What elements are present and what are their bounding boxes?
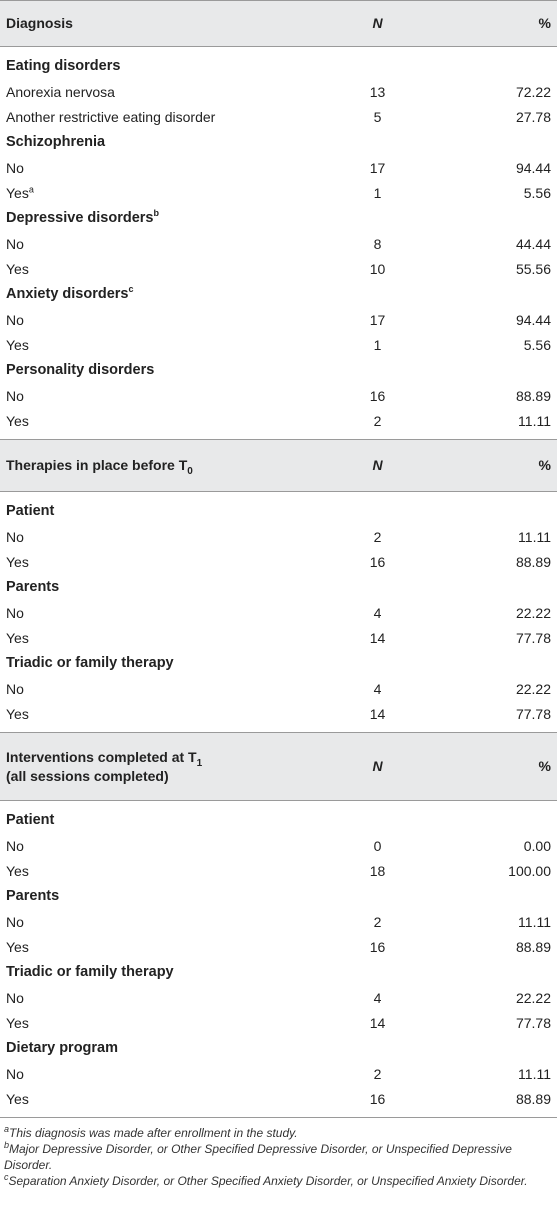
row-percent-value: 94.44: [515, 159, 551, 176]
group-title: [0, 498, 557, 524]
row-percent-value: 77.78: [515, 705, 551, 722]
row-percent-value: 94.44: [515, 311, 551, 328]
row-label-text: Yes: [6, 1090, 29, 1107]
row-n-value: 14: [369, 629, 386, 646]
row-n-value: 2: [373, 1065, 382, 1082]
row-n-value: 18: [369, 862, 386, 879]
row-n-value: 2: [373, 528, 382, 545]
row-label: [0, 934, 325, 959]
row-label: [0, 549, 325, 574]
table-row: [0, 985, 557, 1010]
group-title: [0, 1035, 557, 1061]
group-row: [0, 883, 557, 909]
group-row: [0, 129, 557, 155]
group-title-text: Schizophrenia: [6, 134, 106, 150]
section-header-text: Diagnosis: [6, 15, 73, 31]
footnotes: [0, 1125, 557, 1189]
group-title: [0, 281, 557, 307]
row-percent-value: 11.11: [518, 913, 551, 930]
table-row: [0, 180, 557, 205]
row-percent-value: 27.78: [515, 108, 551, 125]
group-title-text: Anxiety disorders: [6, 286, 129, 302]
table-row: [0, 833, 557, 858]
row-label: [0, 858, 325, 883]
row-percent-value: 22.22: [515, 680, 551, 697]
row-label-text: Anorexia nervosa: [6, 83, 115, 100]
group-row: [0, 205, 557, 231]
group-row: [0, 1035, 557, 1061]
row-percent-value: 44.44: [515, 235, 551, 252]
group-row: [0, 357, 557, 383]
row-label: [0, 985, 325, 1010]
row-label: [0, 332, 325, 357]
row-n-value: 2: [373, 913, 382, 930]
row-percent-value: 5.56: [523, 336, 551, 353]
row-percent-value: 22.22: [515, 604, 551, 621]
table-row: [0, 79, 557, 104]
row-n-value: 13: [369, 83, 386, 100]
section-header-line2: (all sessions completed): [6, 767, 169, 784]
row-percent-value: 77.78: [515, 1014, 551, 1031]
group-title: [0, 959, 557, 985]
group-row: [0, 574, 557, 600]
table-row: [0, 549, 557, 574]
row-n-value: 4: [373, 680, 382, 697]
section-header-text: Therapies in place before T: [6, 457, 188, 473]
section-header: [0, 440, 557, 492]
column-header-n: N: [325, 1, 430, 47]
group-row: [0, 498, 557, 524]
table-row: [0, 524, 557, 549]
group-row: [0, 650, 557, 676]
row-n-value: 1: [373, 336, 382, 353]
row-label-text: No: [6, 235, 24, 252]
row-label-text: No: [6, 528, 24, 545]
row-label-text: No: [6, 1065, 24, 1082]
table-row: [0, 701, 557, 726]
row-label: [0, 408, 325, 433]
spacer-row: [0, 1111, 557, 1118]
row-percent-value: 88.89: [515, 1090, 551, 1107]
table-row: [0, 256, 557, 281]
row-label: [0, 600, 325, 625]
column-header-n: N: [325, 733, 430, 801]
group-title-text: Personality disorders: [6, 362, 155, 378]
group-title-text: Depressive disorders: [6, 210, 154, 226]
group-title: [0, 205, 557, 231]
group-row: [0, 281, 557, 307]
row-label: [0, 383, 325, 408]
row-label: [0, 79, 325, 104]
table-row: [0, 408, 557, 433]
table-row: [0, 332, 557, 357]
row-label-text: Yes: [6, 336, 29, 353]
row-n-value: 2: [373, 412, 382, 429]
group-title: [0, 53, 557, 79]
group-title-text: Triadic or family therapy: [6, 964, 174, 980]
row-label-text: Yes: [6, 260, 29, 277]
row-n-value: 4: [373, 604, 382, 621]
group-title-text: Patient: [6, 812, 55, 828]
row-n-value: 16: [369, 1090, 386, 1107]
row-percent-value: 0.00: [523, 837, 551, 854]
row-label: [0, 833, 325, 858]
row-label-text: No: [6, 159, 24, 176]
group-title: [0, 574, 557, 600]
row-label-text: No: [6, 604, 24, 621]
row-percent-value: 11.11: [518, 1065, 551, 1082]
section-header: [0, 1, 557, 47]
row-percent-value: 22.22: [515, 989, 551, 1006]
row-percent-value: 88.89: [515, 387, 551, 404]
footnote-mark: a: [4, 1124, 10, 1134]
group-row: [0, 807, 557, 833]
table-row: [0, 383, 557, 408]
row-n-value: 16: [369, 553, 386, 570]
footnote-text: Separation Anxiety Disorder, or Other Specified Anxiety Disorder, or Unspecified Anxiety Disorder.: [8, 1174, 528, 1188]
row-label-text: No: [6, 837, 24, 854]
group-row: [0, 53, 557, 79]
table-body: [0, 1, 557, 1118]
footnote-text: This diagnosis was made after enrollment in the study.: [9, 1126, 298, 1140]
section-header-label: [0, 1, 325, 47]
footnote: [0, 1141, 557, 1173]
group-title: [0, 650, 557, 676]
row-percent-value: 5.56: [523, 184, 551, 201]
group-title-text: Dietary program: [6, 1040, 119, 1056]
column-header-percent: %: [430, 733, 557, 801]
row-label: [0, 676, 325, 701]
table-row: [0, 104, 557, 129]
table-row: [0, 1010, 557, 1035]
section-header: [0, 733, 557, 801]
row-label-text: Yes: [6, 705, 29, 722]
row-label: [0, 256, 325, 281]
row-label: [0, 307, 325, 332]
row-n-value: 14: [369, 705, 386, 722]
row-label-text: Yes: [6, 862, 29, 879]
row-percent-value: 100.00: [508, 862, 551, 879]
group-title: [0, 129, 557, 155]
section-header-text: Interventions completed at T: [6, 748, 197, 765]
row-label-text: Yes: [6, 629, 29, 646]
section-header-label: [0, 440, 325, 492]
row-percent-value: 72.22: [515, 83, 551, 100]
section-header-subscript: 1: [196, 757, 203, 769]
row-percent-value: 11.11: [518, 412, 551, 429]
row-label-text: No: [6, 913, 24, 930]
row-label-text: No: [6, 989, 24, 1006]
row-label: [0, 701, 325, 726]
row-percent-value: 88.89: [515, 938, 551, 955]
group-title-text: Parents: [6, 579, 60, 595]
group-title-text: Eating disorders: [6, 58, 121, 74]
row-label-text: Yes: [6, 553, 29, 570]
spacer-cell: [0, 1111, 557, 1118]
row-label: [0, 231, 325, 256]
row-label-text: No: [6, 311, 24, 328]
row-n-value: 17: [369, 311, 386, 328]
section-header-label: [0, 733, 325, 801]
table-row: [0, 934, 557, 959]
group-title-text: Patient: [6, 503, 55, 519]
row-n-value: 10: [369, 260, 386, 277]
row-label: [0, 104, 325, 129]
row-label-text: No: [6, 387, 24, 404]
row-label: [0, 155, 325, 180]
footnote: [0, 1173, 557, 1189]
row-n-value: 4: [373, 989, 382, 1006]
row-n-value: 1: [373, 184, 382, 201]
table-row: [0, 909, 557, 934]
group-title: [0, 807, 557, 833]
footnote-mark: b: [4, 1140, 10, 1150]
column-header-percent: %: [430, 440, 557, 492]
row-label: [0, 1061, 325, 1086]
row-n-value: 5: [373, 108, 382, 125]
column-header-n: N: [325, 440, 430, 492]
group-title-text: Triadic or family therapy: [6, 655, 174, 671]
table-row: [0, 625, 557, 650]
row-percent-value: 77.78: [515, 629, 551, 646]
row-n-value: 17: [369, 159, 386, 176]
table-row: [0, 155, 557, 180]
row-label-text: No: [6, 680, 24, 697]
row-label-text: Another restrictive eating disorder: [6, 108, 216, 125]
table-row: [0, 307, 557, 332]
group-title: [0, 883, 557, 909]
table-row: [0, 858, 557, 883]
column-header-percent: %: [430, 1, 557, 47]
row-label-text: Yes: [6, 412, 29, 429]
row-n-value: 16: [369, 387, 386, 404]
table-row: [0, 676, 557, 701]
table-row: [0, 231, 557, 256]
row-label-text: Yes: [6, 184, 29, 201]
row-n-value: 14: [369, 1014, 386, 1031]
row-percent-value: 55.56: [515, 260, 551, 277]
footnote: [0, 1125, 557, 1141]
table-row: [0, 1061, 557, 1086]
row-percent-value: 11.11: [518, 528, 551, 545]
footnote-marker: a: [28, 183, 34, 194]
row-label-text: Yes: [6, 1014, 29, 1031]
group-title: [0, 357, 557, 383]
row-label: [0, 1086, 325, 1111]
row-percent-value: 88.89: [515, 553, 551, 570]
group-row: [0, 959, 557, 985]
row-n-value: 8: [373, 235, 382, 252]
footnote-text: Major Depressive Disorder, or Other Specified Depressive Disorder, or Unspecified Depressive Disorder.: [4, 1142, 512, 1172]
row-n-value: 0: [373, 837, 382, 854]
section-header-subscript: 0: [187, 465, 193, 477]
row-n-value: 16: [369, 938, 386, 955]
footnote-mark: c: [4, 1172, 9, 1182]
row-label: [0, 180, 325, 205]
footnote-marker: c: [128, 284, 134, 295]
row-label: [0, 1010, 325, 1035]
row-label: [0, 625, 325, 650]
footnote-marker: b: [153, 208, 159, 219]
row-label: [0, 909, 325, 934]
row-label: [0, 524, 325, 549]
group-title-text: Parents: [6, 888, 60, 904]
table-row: [0, 1086, 557, 1111]
table-row: [0, 600, 557, 625]
row-label-text: Yes: [6, 938, 29, 955]
